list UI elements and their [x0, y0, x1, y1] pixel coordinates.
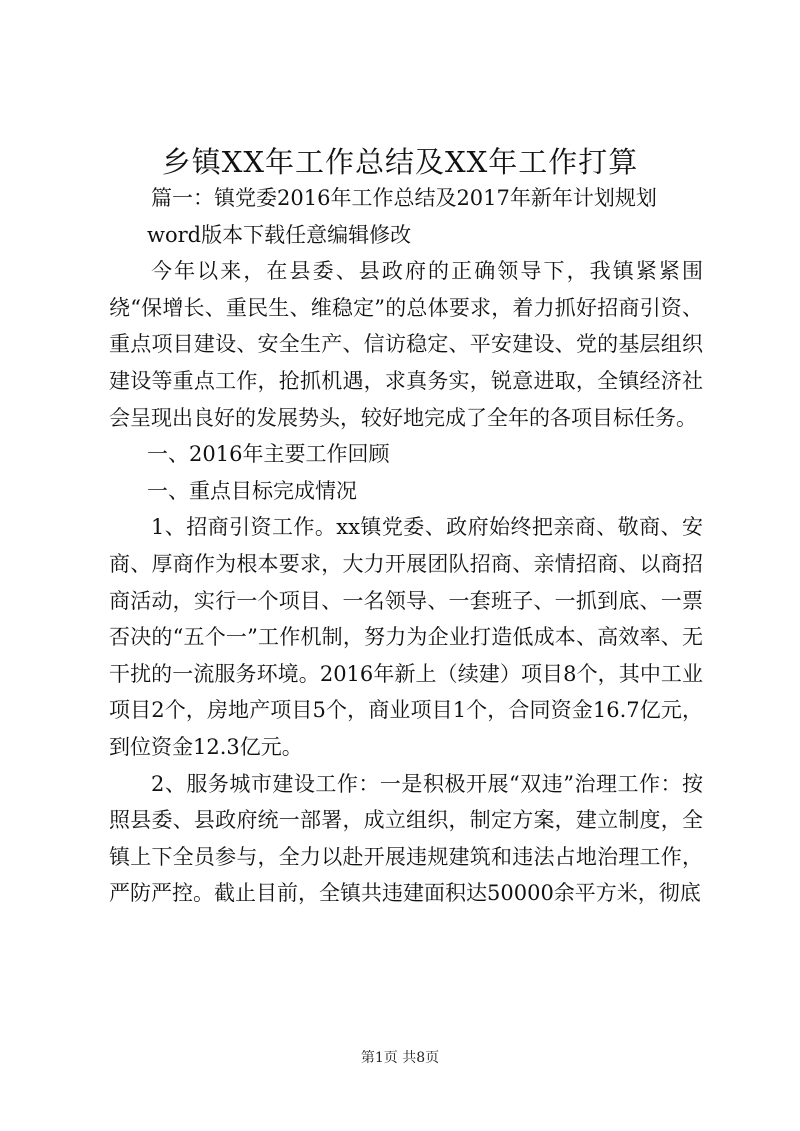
- document-body: [109, 180, 703, 912]
- paragraph-subtitle: 篇一：镇党委2016年工作总结及2017年新年计划规划: [151, 186, 657, 210]
- page-number: 第1页 共8页: [360, 1050, 440, 1066]
- paragraph-download-note: word版本下载任意编辑修改: [147, 222, 412, 247]
- document-title: 乡镇XX年工作总结及XX年工作打算: [161, 145, 639, 179]
- paragraph-investment: 1、招商引资工作。xx镇党委、政府始终把亲商、敬商、安商、厚商作为根本要求，大力开展团队招商、亲情招商、以商招商活动，实行一个项目、一名领导、一套班子、一抓到底、一票否决的“五个一”工作机制，努力为企业打造低成本、高效率、无干扰的一流服务环境。2016年新上（续建）项目8个，其中工业项目2个，房地产项目5个，商业项目1个，合同资金16.7亿元，到位资金12.3亿元。: [109, 515, 703, 759]
- section-heading-review: 一、2016年主要工作回顾: [147, 442, 390, 467]
- paragraph-urban-construction: 2、服务城市建设工作：一是积极开展“双违”治理工作：按照县委、县政府统一部署，成立组织，制定方案，建立制度，全镇上下全员参与，全力以赴开展违规建筑和违法占地治理工作，严防严控。截止目前，全镇共违建面积达50000余平方米，彻底: [109, 771, 703, 906]
- paragraph-intro: 今年以来，在县委、县政府的正确领导下，我镇紧紧围绕“保增长、重民生、维稳定”的总体要求，着力抓好招商引资、重点项目建设、安全生产、信访稳定、平安建设、党的基层组织建设等重点工作，抢抓机遇，求真务实，锐意进取，全镇经济社会呈现出良好的发展势头，较好地完成了全年的各项目标任务。: [109, 259, 703, 430]
- section-heading-targets: 一、重点目标完成情况: [147, 478, 357, 503]
